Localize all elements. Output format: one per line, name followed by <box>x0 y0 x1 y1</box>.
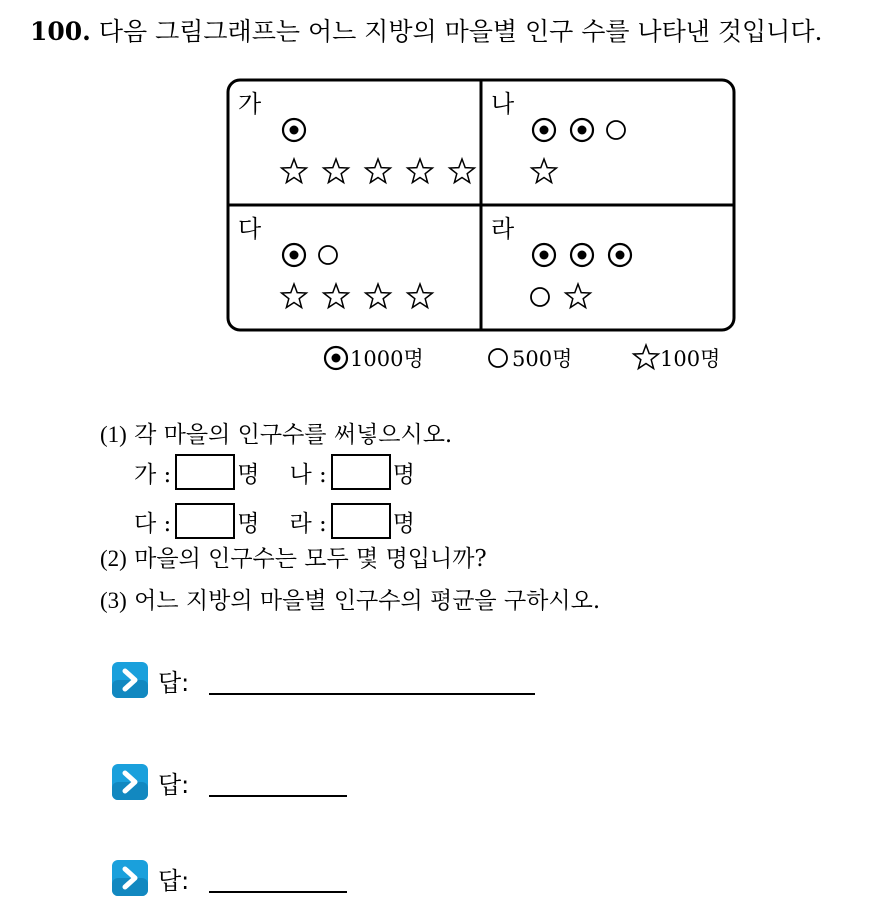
star-100-icon <box>366 284 391 308</box>
circle-500-icon <box>531 288 549 306</box>
pictograph-chart <box>226 78 746 378</box>
blank-ra[interactable] <box>331 503 391 539</box>
subquestion-1-number: (1) <box>100 422 127 447</box>
question-text: 다음 그림그래프는 어느 지방의 마을별 인구 수를 나타낸 것입니다. <box>98 17 823 46</box>
legend-item-bullseye <box>325 347 424 371</box>
star-100-icon <box>282 159 307 183</box>
chevron-right-icon <box>112 662 148 698</box>
answer-1-line[interactable] <box>209 665 535 695</box>
star-100-icon <box>450 159 475 183</box>
answer-3-label: 답: <box>158 866 190 895</box>
label-na: 나 : <box>289 461 327 488</box>
bullseye-center <box>332 354 341 363</box>
question-number: 100. <box>30 17 91 46</box>
bullseye-center <box>540 251 549 260</box>
star-100-icon <box>324 159 349 183</box>
village-label: 나 <box>491 90 515 118</box>
subquestion-3-number: (3) <box>100 588 127 613</box>
fill-row-2 <box>134 503 415 539</box>
legend-item-star <box>634 345 721 371</box>
village-label: 라 <box>491 215 515 243</box>
subquestion-3 <box>100 582 600 615</box>
village-cell-1 <box>238 90 474 183</box>
village-cell-4 <box>491 215 631 308</box>
village-cell-2 <box>491 90 625 183</box>
legend-label: 500명 <box>512 347 573 371</box>
subquestion-2-number: (2) <box>100 546 127 571</box>
circle-500-icon <box>607 121 625 139</box>
answer-2-line[interactable] <box>209 767 347 797</box>
blank-da[interactable] <box>175 503 235 539</box>
circle-500-icon <box>489 349 507 367</box>
bullseye-center <box>616 251 625 260</box>
fill-row-1 <box>134 454 415 490</box>
label-ga: 가 : <box>134 461 172 488</box>
answer-1-label: 답: <box>158 668 190 697</box>
unit-na: 명 <box>392 461 415 488</box>
unit-ra: 명 <box>392 510 415 537</box>
unit-ga: 명 <box>237 461 260 488</box>
answer-3-line[interactable] <box>209 863 347 893</box>
star-100-icon <box>634 345 659 369</box>
village-cell-3 <box>238 215 432 308</box>
star-100-icon <box>282 284 307 308</box>
answer-3 <box>112 860 347 896</box>
bullseye-center <box>290 251 299 260</box>
unit-da: 명 <box>237 510 260 537</box>
subquestion-1 <box>100 416 452 449</box>
star-100-icon <box>324 284 349 308</box>
legend-label: 100명 <box>660 347 721 371</box>
subquestion-1-text: 각 마을의 인구수를 써넣으시오. <box>134 422 453 448</box>
answer-2 <box>112 764 347 800</box>
circle-500-icon <box>319 246 337 264</box>
bullseye-center <box>290 126 299 135</box>
legend-item-circle <box>489 347 572 371</box>
star-100-icon <box>366 159 391 183</box>
blank-ga[interactable] <box>175 454 235 490</box>
star-100-icon <box>408 159 433 183</box>
bullseye-center <box>578 251 587 260</box>
legend-label: 1000명 <box>350 347 424 371</box>
subquestion-3-text: 어느 지방의 마을별 인구수의 평균을 구하시오. <box>134 588 601 614</box>
village-label: 가 <box>238 90 262 118</box>
blank-na[interactable] <box>331 454 391 490</box>
label-da: 다 : <box>134 510 172 537</box>
village-label: 다 <box>238 215 262 243</box>
bullseye-center <box>578 126 587 135</box>
answer-2-label: 답: <box>158 770 190 799</box>
bullseye-center <box>540 126 549 135</box>
label-ra: 라 : <box>289 510 327 537</box>
star-100-icon <box>408 284 433 308</box>
star-100-icon <box>566 284 591 308</box>
subquestion-2 <box>100 540 487 573</box>
chevron-right-icon <box>112 764 148 800</box>
answer-1 <box>112 662 535 698</box>
subquestion-2-text: 마을의 인구수는 모두 몇 명입니까? <box>134 546 487 572</box>
star-100-icon <box>532 159 557 183</box>
question-title <box>30 12 822 48</box>
chevron-right-icon <box>112 860 148 896</box>
